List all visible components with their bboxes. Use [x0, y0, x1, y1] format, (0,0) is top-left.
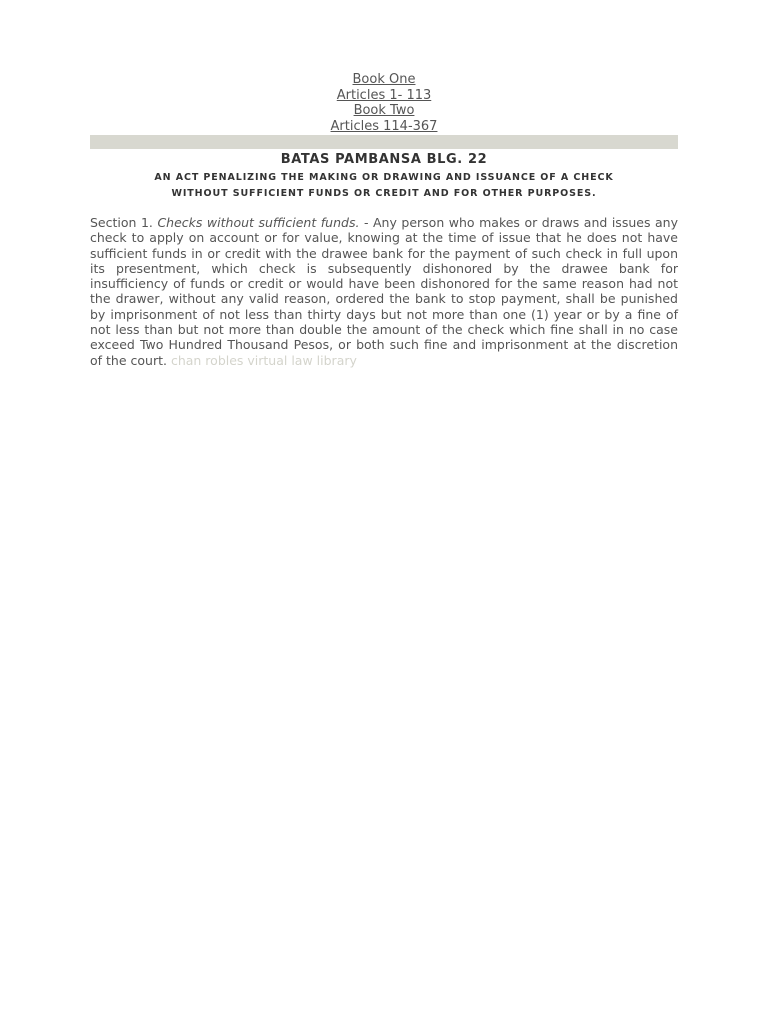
document-page: [90, 72, 678, 380]
link-book-two[interactable]: Book Two: [353, 103, 415, 118]
law-subtitle-line-2: WITHOUT SUFFICIENT FUNDS OR CREDIT AND FOR OTHER PURPOSES.: [171, 187, 597, 199]
watermark-text: chan robles virtual law library: [170, 352, 357, 368]
book-navigation: [90, 72, 678, 134]
law-title: BATAS PAMBANSA BLG. 22: [280, 152, 488, 167]
law-subtitle: [90, 170, 678, 201]
section-body: - Any person who makes or draws and issues any check to apply on account or for value, knowing at the time of issue that he does not have sufficient funds in or credit with the drawee bank for the payment of such check in full upon its presentment, which check is subsequently dishonored by the drawee bank for insufficiency of funds or credit or would have been dishonored for the same reason had not the drawer, without any valid reason, ordered the bank to stop payment, shall be punished by imprisonment of not less than thirty days but not more than one (1) year or by a fine of not less than but not more than double the amount of the check which fine shall in no case exceed Two Hundred Thousand Pesos, or both such fine and imprisonment at the discretion of the court.: [90, 215, 678, 368]
law-subtitle-line-1: AN ACT PENALIZING THE MAKING OR DRAWING AND ISSUANCE OF A CHECK: [154, 172, 614, 183]
section-1-paragraph: [90, 215, 678, 368]
header-divider-bar: [90, 135, 678, 149]
link-book-one[interactable]: Book One: [352, 72, 416, 87]
link-articles-114-367[interactable]: Articles 114-367: [330, 118, 438, 134]
section-number: Section 1.: [90, 215, 153, 230]
section-heading: Checks without sufficient funds.: [157, 215, 360, 230]
link-articles-1-113[interactable]: Articles 1- 113: [336, 87, 432, 103]
